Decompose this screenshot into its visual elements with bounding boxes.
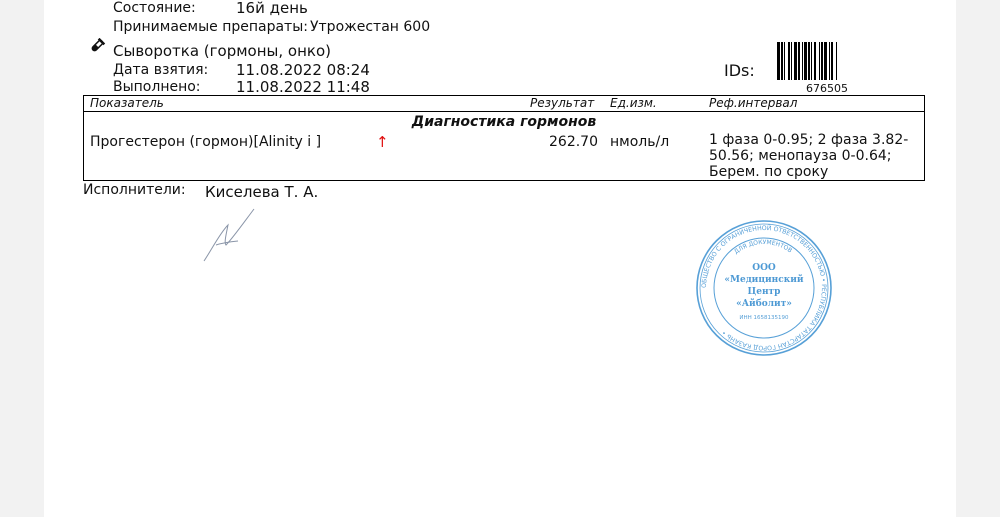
barcode-bar [794, 42, 797, 80]
header-unit: Ед.изм. [610, 96, 657, 110]
state-label: Состояние: [113, 0, 196, 16]
barcode-bar [811, 42, 812, 80]
barcode-bar [804, 42, 807, 80]
section-title: Диагностика гормонов [411, 114, 597, 130]
result-cell: 262.70 [549, 134, 598, 150]
drugs-value: Утрожестан 600 [310, 19, 431, 35]
barcode-bar [821, 42, 823, 80]
company-stamp [694, 218, 834, 358]
header-result: Результат [530, 96, 595, 110]
barcode-bar [819, 42, 820, 80]
barcode-bar [802, 42, 803, 80]
indicator-cell: Прогестерон (гормон)[Alinity i ] [90, 134, 322, 150]
barcode-bar [791, 42, 792, 80]
barcode-bar [808, 42, 810, 80]
svg-text:ДЛЯ ДОКУМЕНТОВ [733, 239, 793, 256]
barcode-bar [824, 42, 827, 80]
header-reference: Реф.интервал [709, 96, 798, 110]
reference-cell: 1 фаза 0-0.95; 2 фаза 3.82-50.56; менопауза 0-0.64; Берем. по сроку [709, 132, 909, 180]
taken-value: 11.08.2022 08:24 [236, 61, 370, 79]
drugs-label: Принимаемые препараты: [113, 19, 308, 35]
done-label: Выполнено: [113, 79, 201, 95]
sample-title: Сыворотка (гормоны, онко) [113, 42, 331, 60]
barcode-bar [829, 42, 830, 80]
done-value: 11.08.2022 11:48 [236, 78, 370, 96]
stamp-ring-text: ОБЩЕСТВО С ОГРАНИЧЕННОЙ ОТВЕТСТВЕННОСТЬЮ • РЕСПУБЛИКА ТАТАРСТАН ГОРОД КАЗАНЬ • [700, 224, 828, 352]
barcode-bar [836, 42, 837, 80]
stamp-line-3: Центр [747, 287, 781, 297]
stamp-top-text: ДЛЯ ДОКУМЕНТОВ [732, 238, 794, 256]
barcode-bar [781, 42, 783, 80]
barcode-bar [777, 42, 780, 80]
stamp-line-4: «Айболит» [736, 299, 792, 309]
ids-label: IDs: [724, 61, 755, 80]
barcode-bar [784, 42, 785, 80]
state-value: 16й день [236, 0, 308, 17]
test-tube-icon [86, 38, 106, 60]
unit-cell: нмоль/л [610, 134, 670, 150]
stamp-inn: ИНН 1658135190 [739, 315, 789, 321]
header-indicator: Показатель [90, 96, 164, 110]
signature [198, 205, 260, 267]
stamp-line-1: ООО [752, 263, 776, 273]
header-divider [84, 111, 924, 112]
barcode-bar [788, 42, 790, 80]
barcode-bar [831, 42, 833, 80]
taken-label: Дата взятия: [113, 62, 209, 78]
performers-label: Исполнители: [83, 182, 186, 198]
barcode-number: 676505 [806, 82, 848, 95]
high-flag-icon: ↑ [376, 133, 389, 151]
barcode-bar [814, 42, 816, 80]
performer-name: Киселева Т. А. [205, 183, 319, 201]
barcode-bar [798, 42, 800, 80]
stamp-line-2: «Медицинский [724, 275, 804, 285]
barcode [777, 42, 881, 82]
results-table [83, 95, 925, 181]
